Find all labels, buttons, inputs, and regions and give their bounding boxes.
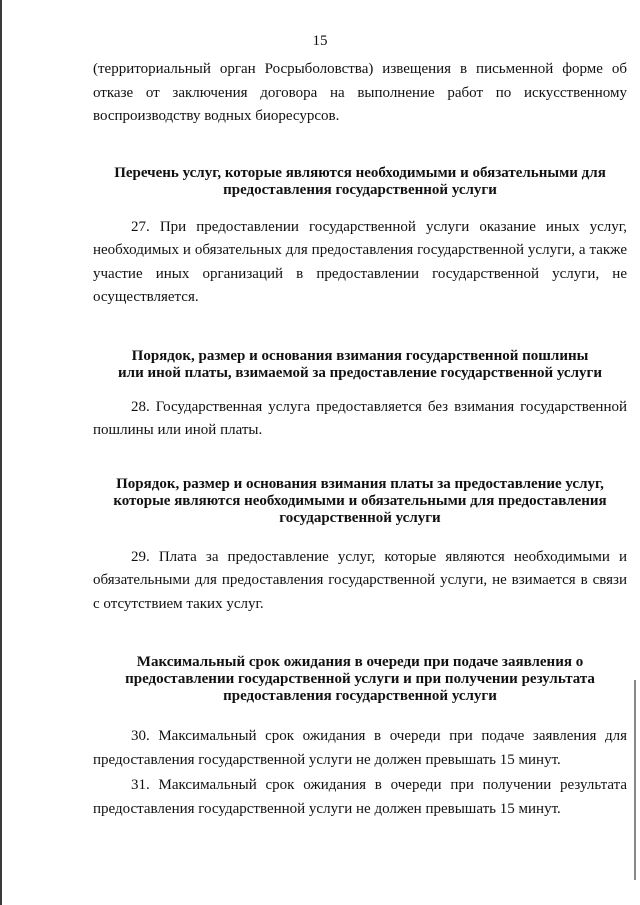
section-heading-queue-time [93, 654, 627, 705]
page-left-border [0, 0, 2, 905]
section-heading-required-services [93, 165, 627, 199]
page-right-scan-mark [634, 680, 636, 880]
heading-line: Максимальный срок ожидания в очереди при подаче заявления о [136, 654, 584, 670]
document-body [93, 58, 627, 821]
heading-line: Порядок, размер и основания взимания государственной пошлины [131, 347, 589, 364]
paragraph-27: 27. При предоставлении государственной услуги оказание иных услуг, необходимых и обязательных для предоставления государственной услуги, а также участие иных организаций в предоставлении государственной услуги, не осуществляется. [93, 218, 627, 305]
heading-line: или иной платы, взимаемой за предоставление государственной услуги [118, 364, 602, 381]
paragraph-30: 30. Максимальный срок ожидания в очереди при подаче заявления для предоставления государственной услуги не должен превышать 15 минут. [93, 728, 627, 768]
paragraph-29: 29. Плата за предоставление услуг, которые являются необходимыми и обязательными для предоставления государственной услуги, не взимается в связи с отсутствием таких услуг. [93, 548, 627, 612]
heading-line: предоставления государственной услуги [223, 688, 497, 704]
paragraph-continuation: (территориальный орган Росрыболовства) извещения в письменной форме об отказе от заключения договора на выполнение работ по искусственному воспроизводству водных биоресурсов. [93, 61, 627, 124]
heading-line: которые являются необходимыми и обязательными для предоставления [113, 492, 607, 509]
section-heading-fee-for-services [93, 476, 627, 527]
paragraph-31: 31. Максимальный срок ожидания в очереди при получении результата предоставления государственной услуги не должен превышать 15 минут. [93, 777, 627, 817]
section-heading-state-fee [93, 348, 627, 382]
heading-line: государственной услуги [279, 509, 441, 526]
heading-line: предоставления государственной услуги [223, 181, 497, 198]
paragraph-28: 28. Государственная услуга предоставляется без взимания государственной пошлины или иной платы. [93, 398, 627, 438]
heading-line: предоставлении государственной услуги и при получении результата [125, 671, 595, 687]
heading-line: Перечень услуг, которые являются необходимыми и обязательными для [114, 164, 606, 181]
heading-line: Порядок, размер и основания взимания платы за предоставление услуг, [116, 475, 604, 492]
page-number: 15 [312, 33, 328, 49]
